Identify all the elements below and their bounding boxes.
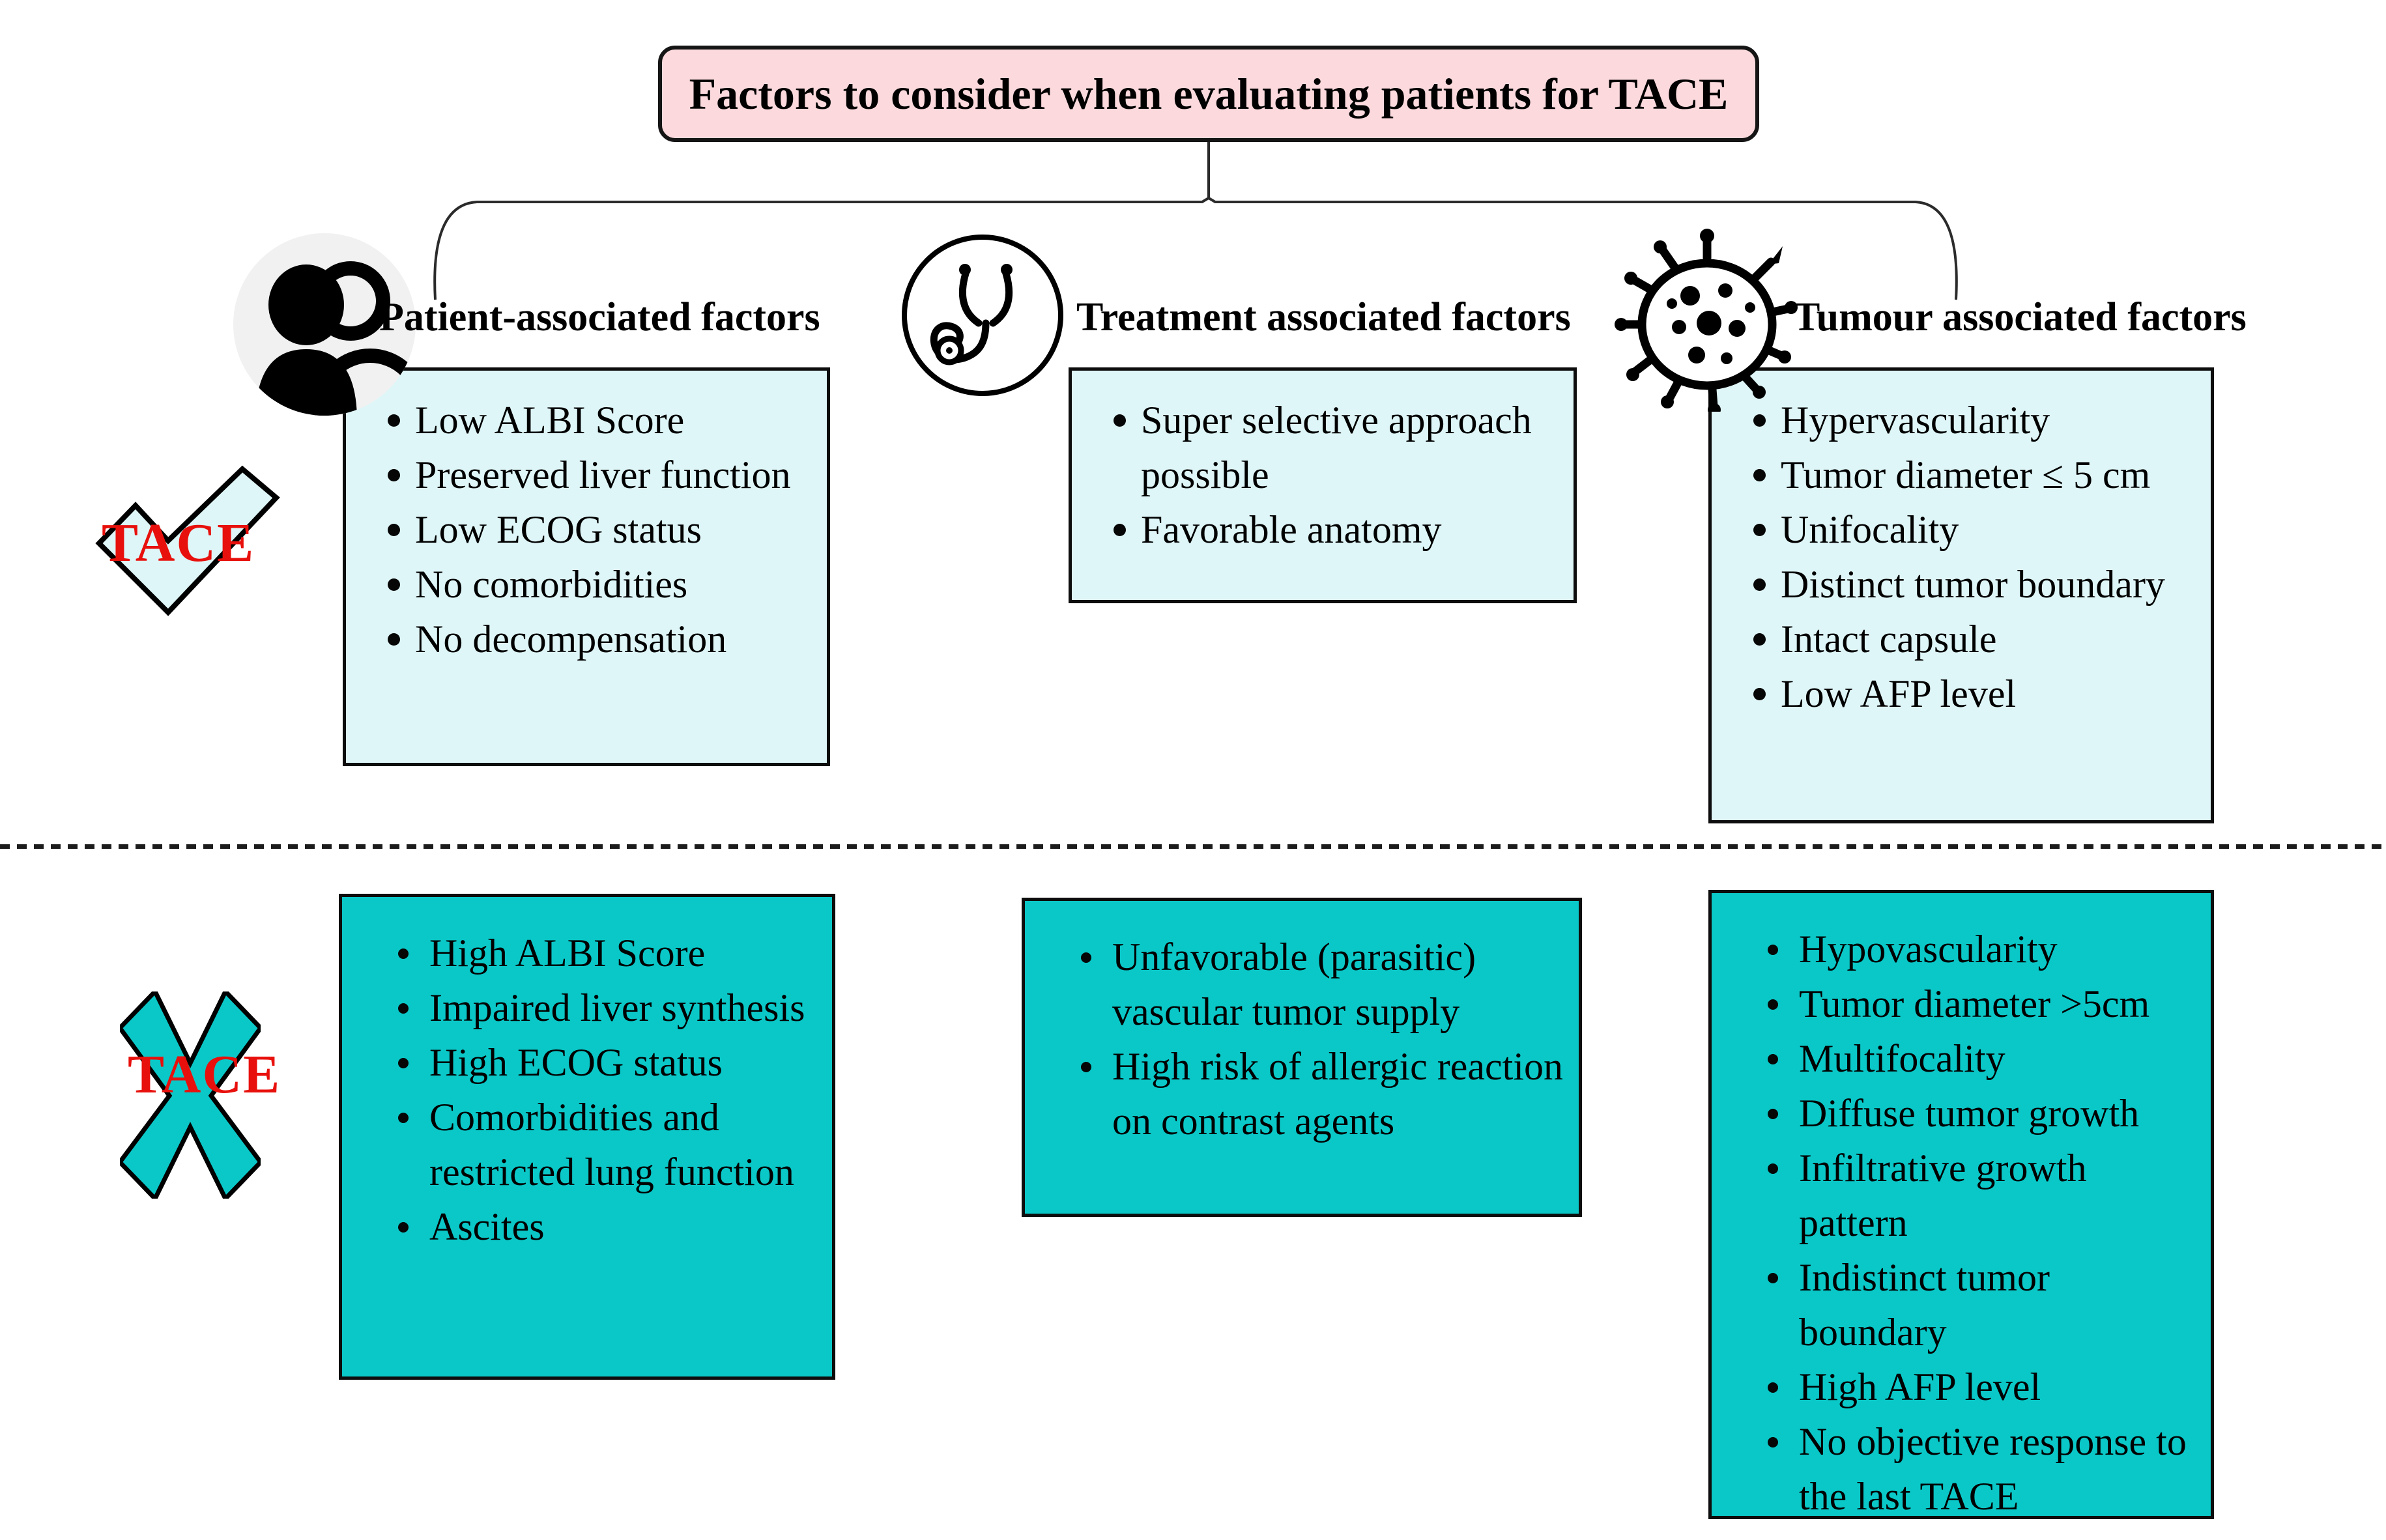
favorable-patient-list bbox=[346, 371, 827, 666]
list-item: Ascites bbox=[398, 1199, 816, 1254]
tace-unfavorable-label: TACE bbox=[128, 1044, 281, 1105]
list-item: Unifocality bbox=[1753, 502, 2194, 557]
list-item: High ECOG status bbox=[398, 1035, 816, 1090]
unfavorable-treatment-box bbox=[1022, 898, 1582, 1217]
list-item: High ALBI Score bbox=[398, 926, 816, 980]
list-item: Low ECOG status bbox=[388, 502, 810, 557]
list-item: High AFP level bbox=[1768, 1360, 2195, 1414]
list-item: Tumor diameter >5cm bbox=[1768, 977, 2195, 1031]
list-item: No objective response to the last TACE bbox=[1768, 1414, 2195, 1524]
favorable-treatment-box bbox=[1069, 367, 1577, 603]
unfavorable-patient-list bbox=[342, 897, 832, 1254]
dashed-divider bbox=[0, 844, 2386, 849]
favorable-treatment-list bbox=[1072, 371, 1574, 557]
list-item: Distinct tumor boundary bbox=[1753, 557, 2194, 612]
list-item: Low AFP level bbox=[1753, 666, 2194, 721]
tumor-icon bbox=[1615, 227, 1800, 412]
unfavorable-patient-box bbox=[339, 894, 835, 1380]
list-item: Intact capsule bbox=[1753, 612, 2194, 666]
list-item: Multifocality bbox=[1768, 1031, 2195, 1086]
list-item: Hypervascularity bbox=[1753, 393, 2194, 448]
list-item: Impaired liver synthesis bbox=[398, 980, 816, 1035]
list-item: Super selective approach possible bbox=[1114, 393, 1557, 502]
heading-tumour-factors: Tumour associated factors bbox=[1793, 295, 2247, 339]
favorable-tumour-box bbox=[1708, 367, 2214, 823]
heading-patient-factors: Patient-associated factors bbox=[379, 295, 820, 339]
list-item: Unfavorable (parasitic) vascular tumor supply bbox=[1081, 930, 1563, 1039]
list-item: No decompensation bbox=[388, 612, 810, 666]
list-item: Favorable anatomy bbox=[1114, 502, 1557, 557]
stethoscope-icon bbox=[899, 232, 1066, 399]
list-item: No comorbidities bbox=[388, 557, 810, 612]
unfavorable-tumour-list bbox=[1712, 893, 2211, 1524]
list-item: Comorbidities and restricted lung function bbox=[398, 1090, 816, 1199]
unfavorable-tumour-box bbox=[1708, 890, 2214, 1519]
tace-favorable-label: TACE bbox=[102, 513, 255, 573]
list-item: Low ALBI Score bbox=[388, 393, 810, 448]
list-item: Infiltrative growth pattern bbox=[1768, 1141, 2195, 1250]
list-item: Diffuse tumor growth bbox=[1768, 1086, 2195, 1141]
favorable-patient-box bbox=[343, 367, 830, 766]
page-title: Factors to consider when evaluating patients for TACE bbox=[658, 46, 1759, 142]
list-item: Hypovascularity bbox=[1768, 922, 2195, 977]
heading-treatment-factors: Treatment associated factors bbox=[1076, 295, 1571, 339]
list-item: Tumor diameter ≤ 5 cm bbox=[1753, 448, 2194, 502]
list-item: Indistinct tumor boundary bbox=[1768, 1250, 2195, 1360]
unfavorable-treatment-list bbox=[1025, 901, 1579, 1148]
list-item: Preserved liver function bbox=[388, 448, 810, 502]
favorable-tumour-list bbox=[1712, 371, 2211, 721]
list-item: High risk of allergic reaction on contrast agents bbox=[1081, 1039, 1563, 1148]
